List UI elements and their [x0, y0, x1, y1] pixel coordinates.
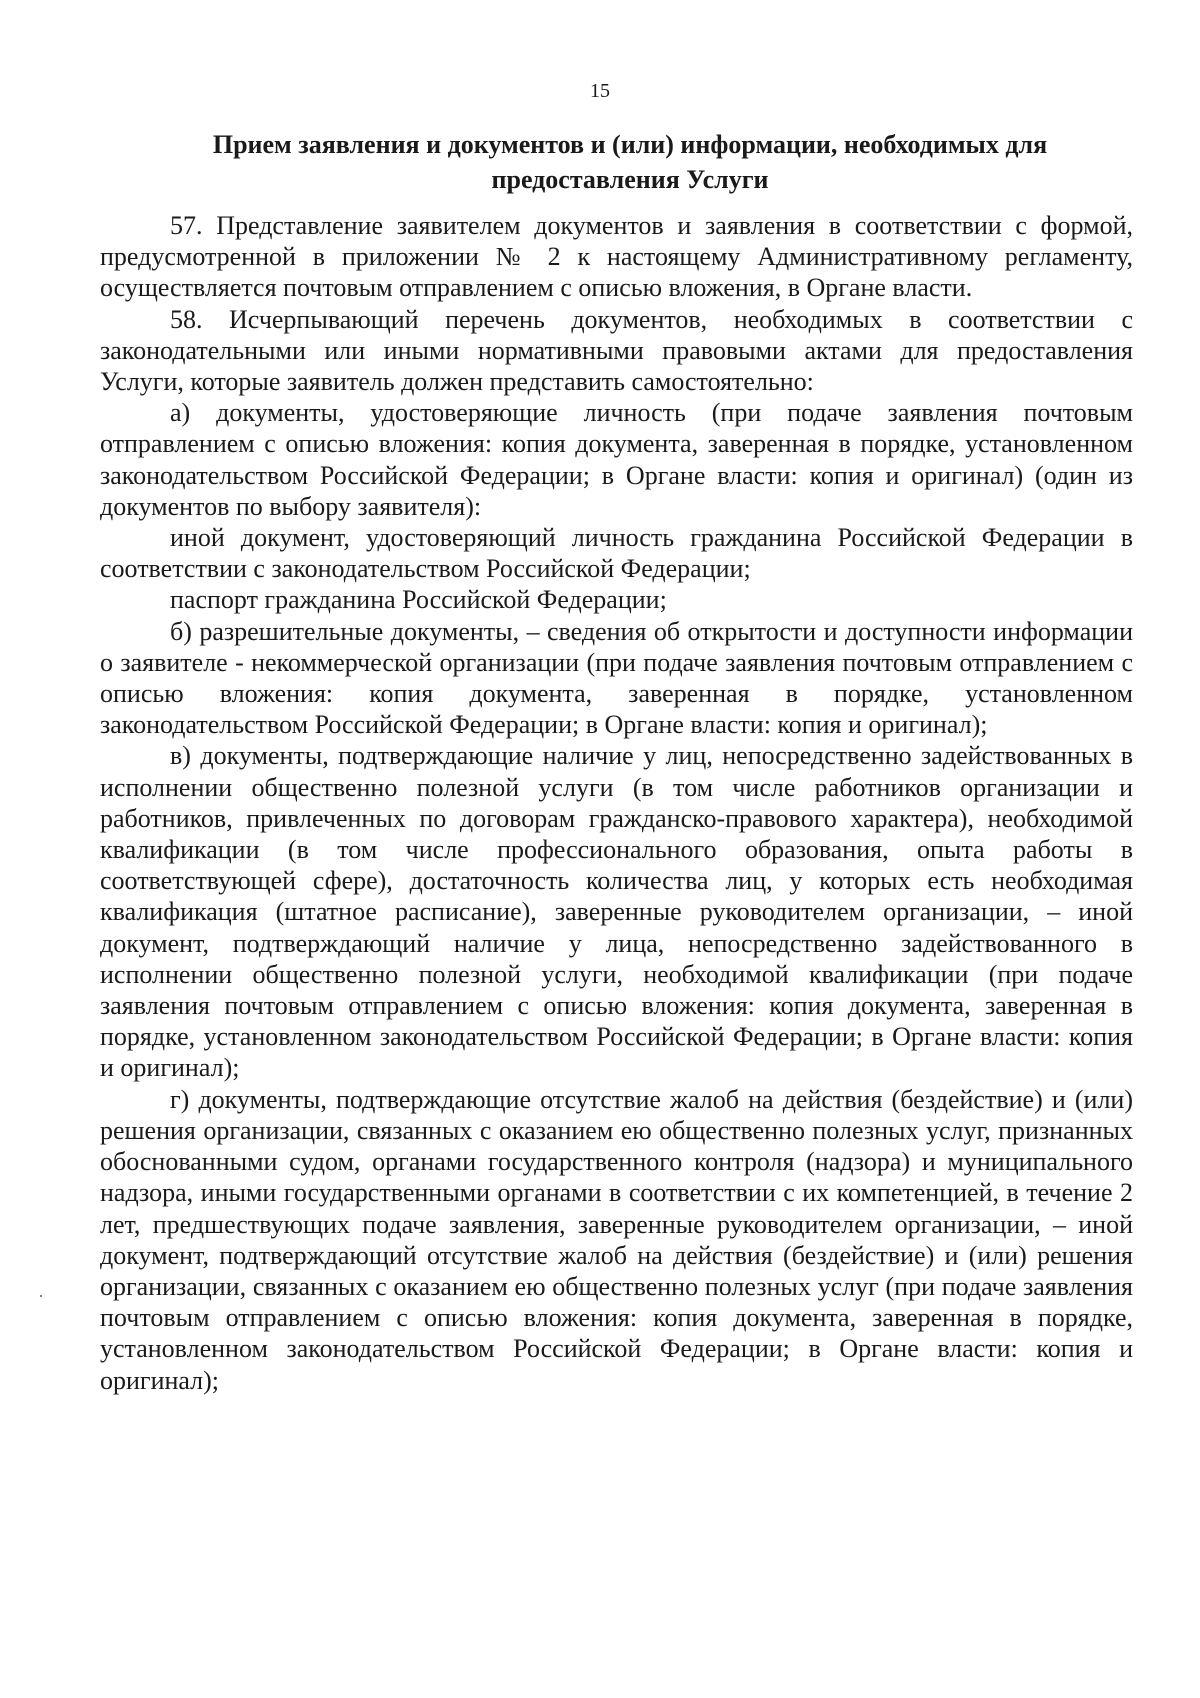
paragraph-item-v: в) документы, подтверждающие наличие у лиц, непосредственно задействованных в исполнении общественно полезной услуги (в том числе работников организации и работников, привлеченных по договорам гражданско-правового характера), необходимой квалификации (в том числе профессионального образования, опыта работы в соответствующей сфере), достаточность количества лиц, у которых есть необходимая квалификация (штатное расписание), заверенные руководителем организации, – иной документ, подтверждающий наличие у лица, непосредственно задействованного в исполнении общественно полезной услуги, необходимой квалификации (при подаче заявления почтовым отправлением с описью вложения: копия документа, заверенная в порядке, установленном законодательством Российской Федерации; в Органе власти: копия и оригинал);	[100, 741, 1133, 1083]
paragraph-58: 58. Исчерпывающий перечень документов, необходимых в соответствии с законодательными или иными нормативными правовыми актами для предоставления Услуги, которые заявитель должен представить самостоятельно:	[100, 304, 1133, 397]
page-number: 15	[590, 80, 610, 102]
paragraph-57: 57. Представление заявителем документов и заявления в соответствии с формой, предусмотренной в приложении № 2 к настоящему Административному регламенту, осуществляется почтовым отправлением с описью вложения, в Органе власти.	[100, 211, 1133, 303]
paragraph-other-id-document: иной документ, удостоверяющий личность гражданина Российской Федерации в соответствии с законодательством Российской Федерации;	[100, 523, 1133, 584]
paragraph-item-a: а) документы, удостоверяющие личность (при подаче заявления почтовым отправлением с описью вложения: копия документа, заверенная в порядке, установленном законодательством Российской Федерации; в Органе власти: копия и оригинал) (один из документов по выбору заявителя):	[100, 398, 1133, 521]
paragraph-item-g: г) документы, подтверждающие отсутствие жалоб на действия (бездействие) и (или) решения организации, связанных с оказанием ею общественно полезных услуг, признанных обоснованными судом, органами государственного контроля (надзора) и муниципального надзора, иными государственными органами в соответствии с их компетенцией, в течение 2 лет, предшествующих подаче заявления, заверенные руководителем организации, – иной документ, подтверждающий отсутствие жалоб на действия (бездействие) и (или) решения организации, связанных с оказанием ею общественно полезных услуг (при подаче заявления почтовым отправлением с описью вложения: копия документа, заверенная в порядке, установленном законодательством Российской Федерации; в Органе власти: копия и оригинал);	[100, 1084, 1133, 1395]
scan-speck	[40, 1295, 42, 1297]
document-body	[100, 210, 1133, 1396]
paragraph-passport: паспорт гражданина Российской Федерации;	[170, 585, 667, 615]
section-title: Прием заявления и документов и (или) информации, необходимых для предоставления Услуги	[212, 130, 1048, 194]
paragraph-item-b: б) разрешительные документы, – сведения об открытости и доступности информации о заявителе - некоммерческой организации (при подаче заявления почтовым отправлением с описью вложения: копия документа, заверенная в порядке, установленном законодательством Российской Федерации; в Органе власти: копия и оригинал);	[100, 616, 1133, 740]
